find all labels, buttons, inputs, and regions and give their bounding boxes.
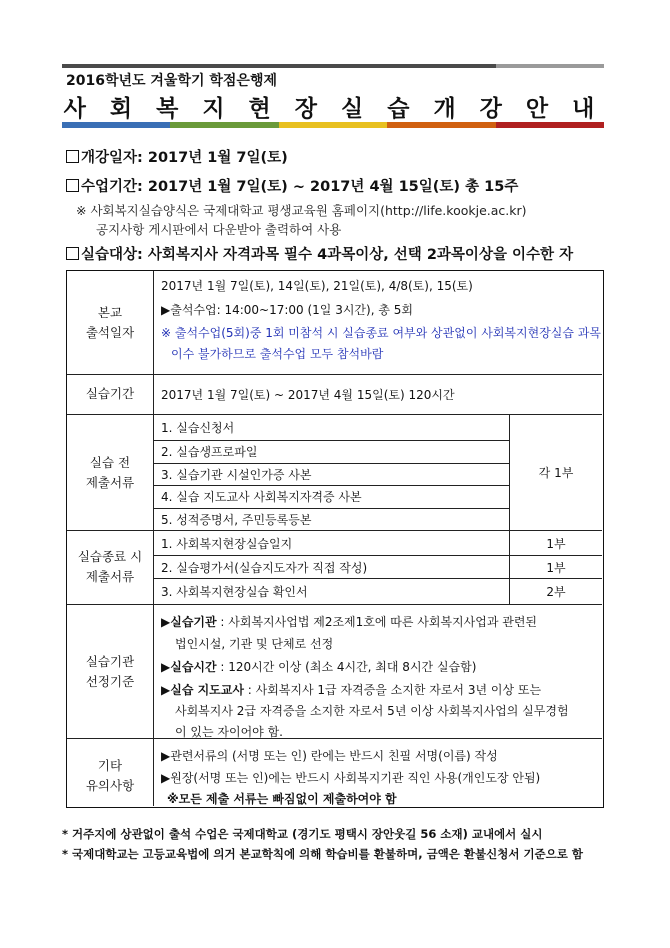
attendance-dates: 2017년 1월 7일(토), 14일(토), 21일(토), 4/8(토), 15(토)	[161, 279, 473, 293]
attendance-warning-2: 이수 불가하므로 출석수업 모두 참석바람	[171, 347, 384, 361]
color-segment	[387, 122, 495, 128]
checkbox-icon	[66, 247, 79, 260]
header-title: 사 회 복 지 현 장 실 습 개 강 안 내	[63, 96, 603, 122]
header-subtitle: 2016학년도 겨울학기 학점은행제	[66, 73, 278, 89]
period-label: 실습기간	[85, 386, 135, 401]
footnote: * 국제대학교는 고등교육법에 의거 본교학칙에 의해 학습비를 환불하며, 금액은 환불신청서 기준으로 함	[62, 847, 583, 861]
criteria-teacher: ▶실습 지도교사 : 사회복지사 1급 자격증을 소지한 자로서 3년 이상 또는	[161, 683, 542, 697]
header-top-rule	[62, 64, 604, 68]
form-note-2: 공지사항 게시판에서 다운받아 출력하여 사용	[96, 222, 342, 237]
color-segment	[496, 122, 604, 128]
item-start-date: 개강일자: 2017년 1월 7일(토)	[66, 146, 288, 167]
attendance-warning-1: ※ 출석수업(5회)중 1회 미참석 시 실습종료 여부와 상관없이 사회복지현장실습 과목	[161, 326, 601, 340]
form-note-1: ※ 사회복지실습양식은 국제대학교 평생교육원 홈페이지(http://life.kookje.ac.kr)	[76, 203, 527, 218]
footnote: * 거주지에 상관없이 출석 수업은 국제대학교 (경기도 평택시 장안웃길 56 소재) 교내에서 실시	[62, 827, 543, 841]
period-value: 2017년 1월 7일(토) ~ 2017년 4월 15일(토) 120시간	[161, 388, 455, 402]
etc-line: ▶원장(서명 또는 인)에는 반드시 사회복지기관 직인 사용(개인도장 안됨)	[161, 771, 541, 785]
attendance-label: 본교 출석일자	[85, 305, 135, 340]
criteria-time: ▶실습시간 : 120시간 이상 (최소 4시간, 최대 8시간 실습함)	[161, 660, 477, 674]
post-doc-item: 3. 사회복지현장실습 확인서	[161, 585, 308, 599]
pre-docs-label: 실습 전 제출서류	[85, 455, 135, 490]
post-doc-count: 1부	[546, 537, 566, 551]
attendance-class: ▶출석수업: 14:00~17:00 (1일 3시간), 총 5회	[161, 303, 413, 317]
post-doc-item: 2. 실습평가서(실습지도자가 직접 작성)	[161, 561, 368, 575]
etc-label: 기타 유의사항	[85, 758, 135, 793]
color-segment	[62, 122, 170, 128]
item-target: 실습대상: 사회복지사 자격과목 필수 4과목이상, 선택 2과목이상을 이수한 자	[66, 243, 573, 264]
item-class-period: 수업기간: 2017년 1월 7일(토) ~ 2017년 4월 15일(토) 총 15주	[66, 175, 518, 196]
post-doc-count: 2부	[546, 585, 566, 599]
pre-doc-item: 2. 실습생프로파일	[161, 445, 258, 459]
criteria-institution: ▶실습기관 : 사회복지사업법 제2조제1호에 따른 사회복지사업과 관련된	[161, 615, 538, 629]
pre-docs-count: 각 1부	[538, 466, 574, 480]
color-segment	[279, 122, 387, 128]
pre-doc-item: 4. 실습 지도교사 사회복지자격증 사본	[161, 490, 362, 504]
header-color-rule	[62, 122, 604, 128]
post-docs-label: 실습종료 시 제출서류	[77, 549, 143, 584]
criteria-teacher-cont: 사회복지사 2급 자격증을 소지한 자로서 5년 이상 사회복지사업의 실무경험	[175, 704, 569, 718]
etc-line: ▶관련서류의 (서명 또는 인) 란에는 반드시 친필 서명(이름) 작성	[161, 749, 498, 763]
post-doc-count: 1부	[546, 561, 566, 575]
color-segment	[170, 122, 278, 128]
pre-doc-item: 3. 실습기관 시설인가증 사본	[161, 468, 312, 482]
pre-doc-item: 1. 실습신청서	[161, 421, 235, 435]
post-doc-item: 1. 사회복지현장실습일지	[161, 537, 293, 551]
criteria-institution-cont: 법인시설, 기관 및 단체로 선정	[175, 637, 334, 651]
checkbox-icon	[66, 179, 79, 192]
criteria-label: 실습기관 선정기준	[85, 654, 135, 689]
etc-line: ※모든 제출 서류는 빠짐없이 제출하여야 함	[167, 792, 397, 806]
pre-doc-item: 5. 성적증명서, 주민등록등본	[161, 513, 312, 527]
info-table	[66, 270, 604, 808]
criteria-teacher-cont: 이 있는 자이어야 함.	[175, 725, 283, 739]
checkbox-icon	[66, 150, 79, 163]
